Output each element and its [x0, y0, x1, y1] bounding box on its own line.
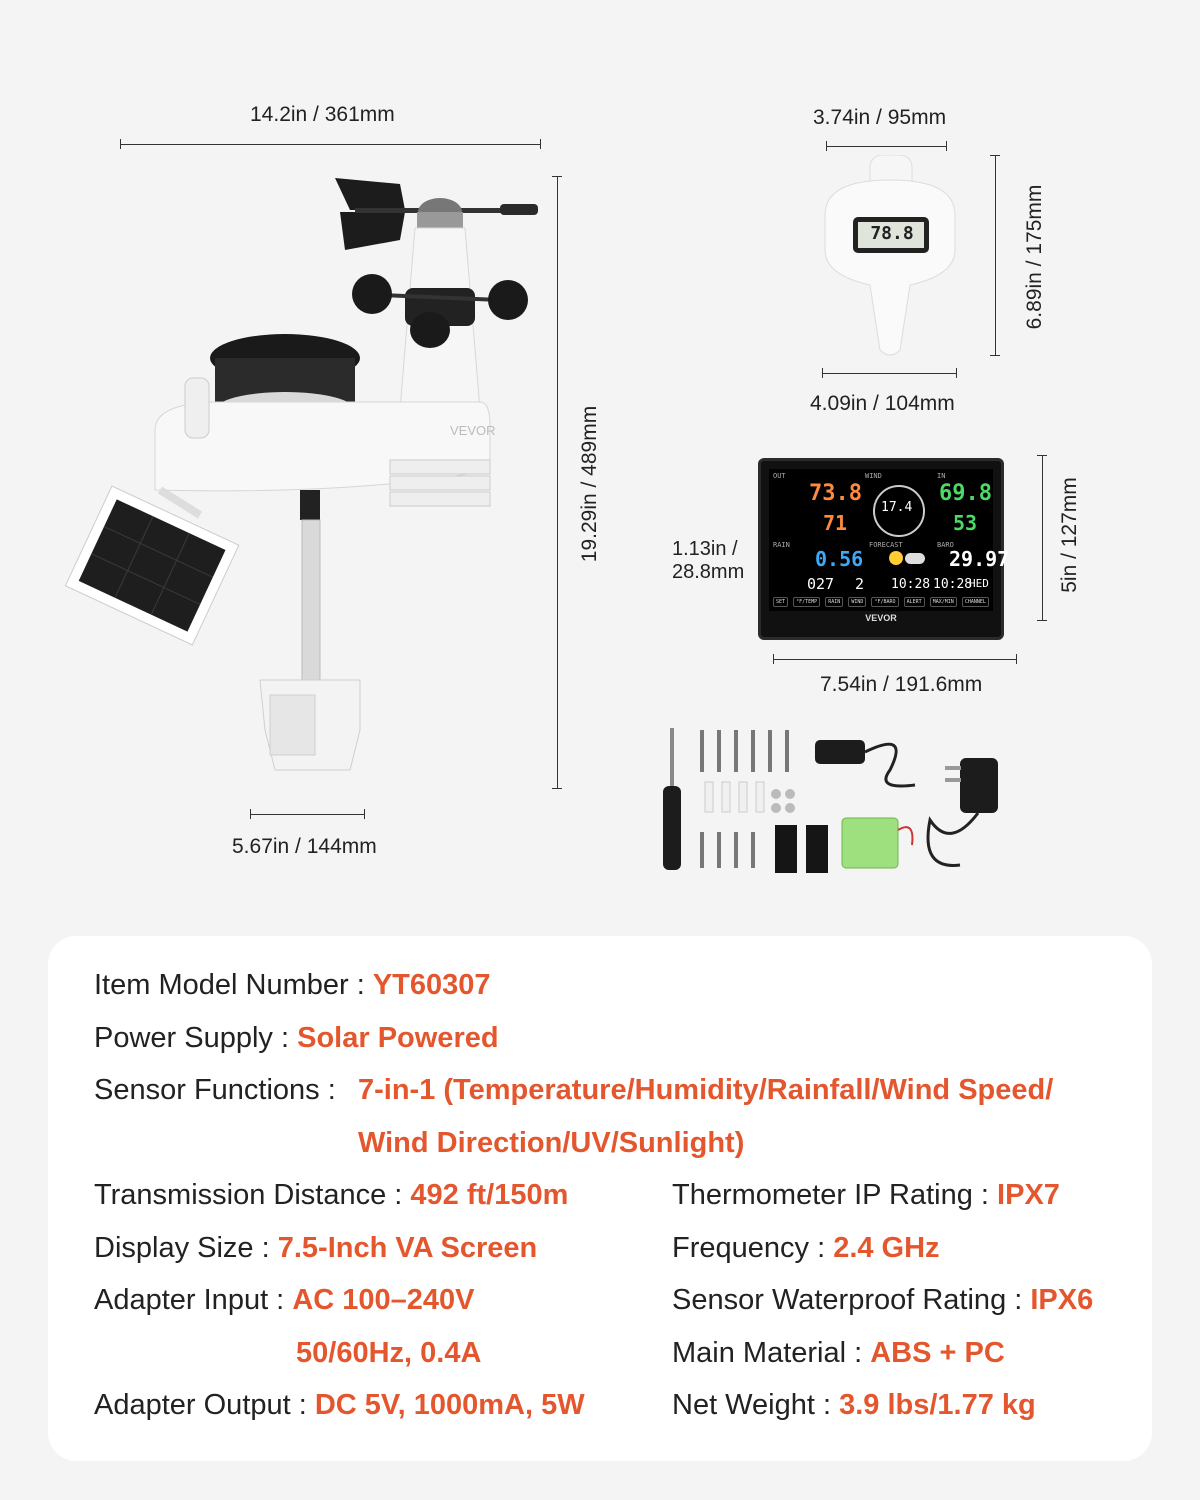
out-label: OUT [773, 472, 786, 480]
forecast-label: FORECAST [869, 541, 903, 549]
console-button[interactable]: CHANNEL [962, 597, 989, 607]
station-height-label: 19.29in / 489mm [578, 405, 601, 563]
display-depth-label-1: 1.13in / [672, 538, 738, 560]
outdoor-humidity: 71 [823, 511, 848, 535]
baro-label: BARO [937, 541, 954, 549]
console-logo: VEVOR [865, 613, 897, 623]
outdoor-temp: 73.8 [809, 481, 862, 506]
in-label: IN [937, 472, 946, 480]
indoor-temp: 69.8 [939, 481, 992, 506]
display-height-line [1042, 455, 1043, 620]
rain-label: RAIN [773, 541, 790, 549]
spec-adapter-out-value: DC 5V, 1000mA, 5W [314, 1389, 585, 1421]
spec-adapter-out-label: Adapter Output : [94, 1389, 315, 1421]
rain-value: 0.56 [815, 547, 864, 571]
spec-weight-label: Net Weight : [672, 1389, 840, 1421]
display-width-label: 7.54in / 191.6mm [820, 673, 983, 696]
display-height-label: 5in / 127mm [1058, 477, 1081, 593]
wind-label: WIND [865, 472, 882, 480]
light-value: 2 [855, 575, 865, 593]
spec-distance-label: Transmission Distance : [94, 1179, 411, 1211]
display-screen [769, 469, 1010, 611]
display-console [758, 458, 1010, 640]
spec-model [94, 969, 491, 1002]
pressure-value: 29.97 [949, 547, 1010, 571]
sun-icon [889, 551, 903, 565]
display-height-tick-top [1037, 455, 1047, 456]
spec-card [48, 936, 1152, 1461]
console-button[interactable]: °F/BARO [871, 597, 898, 607]
wind-value: 17.4 [881, 500, 913, 515]
spec-weight [672, 1389, 1036, 1422]
time-1: 10:28 [891, 577, 931, 592]
spec-adapter-out [94, 1389, 585, 1422]
display-width-line [773, 659, 1016, 660]
spec-functions-value-2: Wind Direction/UV/Sunlight) [358, 1127, 745, 1159]
console-button[interactable]: SET [773, 597, 788, 607]
thermo-height-label: 6.89in / 175mm [1023, 184, 1046, 330]
station-width-label: 14.2in / 361mm [250, 103, 395, 126]
station-base-label: 5.67in / 144mm [232, 835, 377, 858]
thermo-bottom-line [822, 373, 956, 374]
thermometer-lcd-readout: 78.8 [870, 223, 914, 244]
spec-model-label: Item Model Number : [94, 969, 373, 1001]
thermo-bottom-tick-right [956, 368, 957, 378]
thermo-top-label: 3.74in / 95mm [813, 106, 947, 129]
spec-waterproof-label: Sensor Waterproof Rating : [672, 1284, 1031, 1316]
spec-functions [94, 1074, 1053, 1107]
indoor-humidity: 53 [953, 511, 978, 535]
spec-weight-value: 3.9 lbs/1.77 kg [839, 1389, 1036, 1421]
spec-adapter-in [94, 1284, 475, 1317]
spec-distance [94, 1179, 568, 1212]
spec-adapter-in-value-1: AC 100–240V [292, 1284, 475, 1316]
cloud-icon [905, 553, 925, 564]
console-button[interactable]: RAIN [825, 597, 843, 607]
thermo-top-tick-right [946, 141, 947, 151]
thermo-top-tick-left [826, 141, 827, 151]
spec-distance-value: 492 ft/150m [410, 1179, 569, 1211]
uv-value: 027 [807, 575, 835, 593]
spec-frequency-label: Frequency : [672, 1232, 834, 1264]
spec-frequency [672, 1232, 940, 1265]
spec-ip [672, 1179, 1060, 1212]
thermo-height-tick-bottom [990, 355, 1000, 356]
thermo-height-tick-top [990, 155, 1000, 156]
date-label: HED [969, 577, 989, 590]
spec-power [94, 1022, 499, 1055]
spec-material-label: Main Material : [672, 1337, 871, 1369]
thermo-height-line [995, 155, 996, 355]
station-height-tick-top [552, 176, 562, 177]
thermo-top-line [826, 146, 946, 147]
spec-display [94, 1232, 537, 1265]
spec-ip-value: IPX7 [997, 1179, 1060, 1211]
station-height-tick-bottom [552, 788, 562, 789]
floating-thermometer [815, 155, 965, 360]
weather-station-illustration [60, 170, 550, 800]
spec-ip-label: Thermometer IP Rating : [672, 1179, 998, 1211]
console-button[interactable]: °F/TEMP [793, 597, 820, 607]
station-base-line [250, 814, 364, 815]
spec-functions-value-1: 7-in-1 (Temperature/Humidity/Rainfall/Wind Speed/ [358, 1074, 1054, 1106]
spec-adapter-in-value-2: 50/60Hz, 0.4A [296, 1337, 482, 1369]
station-logo: VEVOR [450, 423, 496, 438]
station-width-tick-right [540, 139, 541, 149]
spec-frequency-value: 2.4 GHz [833, 1232, 940, 1264]
thermo-bottom-tick-left [822, 368, 823, 378]
thermo-bottom-label: 4.09in / 104mm [810, 392, 955, 415]
display-width-tick-right [1016, 654, 1017, 664]
spec-display-label: Display Size : [94, 1232, 278, 1264]
spec-power-value: Solar Powered [297, 1022, 499, 1054]
station-height-line [557, 176, 558, 788]
station-width-line [120, 144, 540, 145]
spec-model-value: YT60307 [372, 969, 491, 1001]
station-base-tick-right [364, 809, 365, 819]
console-button[interactable]: MAX/MIN [930, 597, 957, 607]
station-width-tick-left [120, 139, 121, 149]
console-buttons [773, 597, 989, 607]
spec-waterproof-value: IPX6 [1030, 1284, 1094, 1316]
display-width-tick-left [773, 654, 774, 664]
spec-display-value: 7.5-Inch VA Screen [277, 1232, 538, 1264]
spec-material [672, 1337, 1005, 1370]
console-button[interactable]: WIND [848, 597, 866, 607]
display-height-tick-bottom [1037, 620, 1047, 621]
spec-power-label: Power Supply : [94, 1022, 298, 1054]
spec-functions-label: Sensor Functions : [94, 1074, 336, 1106]
console-button[interactable]: ALERT [904, 597, 925, 607]
spec-material-value: ABS + PC [870, 1337, 1005, 1369]
accessories-illustration [650, 720, 1020, 880]
spec-waterproof [672, 1284, 1093, 1317]
time-2: 10:28 [933, 577, 973, 592]
station-base-tick-left [250, 809, 251, 819]
display-depth-label-2: 28.8mm [672, 561, 745, 583]
spec-adapter-in-label: Adapter Input : [94, 1284, 293, 1316]
